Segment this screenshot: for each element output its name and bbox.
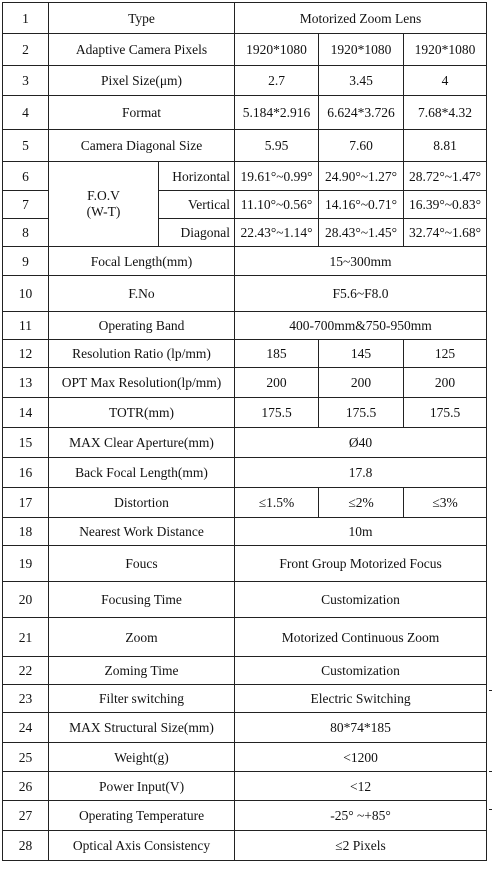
row-number-cell: 22 xyxy=(3,657,49,685)
row-number-cell: 27 xyxy=(3,801,49,831)
table-row xyxy=(3,130,487,162)
value-cell: Customization xyxy=(235,582,487,618)
row-number-cell: 25 xyxy=(3,743,49,772)
row-number-cell: 23 xyxy=(3,685,49,713)
value-cell: 175.5 xyxy=(319,398,404,428)
value-cell: 16.39°~0.83° xyxy=(404,191,487,219)
parameter-label-cell: Nearest Work Distance xyxy=(49,518,235,546)
value-cell: 32.74°~1.68° xyxy=(404,219,487,247)
fov-group-cell xyxy=(49,162,159,247)
table-row xyxy=(3,685,487,713)
parameter-label-cell: Focal Length(mm) xyxy=(49,247,235,276)
value-cell: 17.8 xyxy=(235,458,487,488)
row-number-cell: 15 xyxy=(3,428,49,458)
row-number-cell: 8 xyxy=(3,219,49,247)
value-cell: 6.624*3.726 xyxy=(319,96,404,130)
row-number-cell: 5 xyxy=(3,130,49,162)
value-cell: ≤3% xyxy=(404,488,487,518)
value-cell: 175.5 xyxy=(235,398,319,428)
parameter-label-cell: TOTR(mm) xyxy=(49,398,235,428)
value-cell: 7.60 xyxy=(319,130,404,162)
table-row xyxy=(3,96,487,130)
parameter-label-cell: Camera Diagonal Size xyxy=(49,130,235,162)
table-row xyxy=(3,743,487,772)
row-number-cell: 26 xyxy=(3,772,49,801)
row-number-cell: 13 xyxy=(3,368,49,398)
row-number-cell: 10 xyxy=(3,276,49,312)
row-number-cell: 18 xyxy=(3,518,49,546)
table-row xyxy=(3,312,487,340)
value-cell: 125 xyxy=(404,340,487,368)
table-row xyxy=(3,276,487,312)
row-number-cell: 24 xyxy=(3,713,49,743)
value-cell: 24.90°~1.27° xyxy=(319,162,404,191)
value-cell: 1920*1080 xyxy=(319,34,404,66)
parameter-label-cell: Type xyxy=(49,3,235,34)
parameter-label-cell: Zoom xyxy=(49,618,235,657)
table-row xyxy=(3,772,487,801)
table-row xyxy=(3,3,487,34)
table-row xyxy=(3,488,487,518)
value-cell: -25° ~+85° xyxy=(235,801,487,831)
spec-table-body xyxy=(3,3,487,861)
row-number-cell: 3 xyxy=(3,66,49,96)
fov-group-label: (W-T) xyxy=(86,204,121,219)
row-number-cell: 20 xyxy=(3,582,49,618)
value-cell: 185 xyxy=(235,340,319,368)
value-cell: 200 xyxy=(404,368,487,398)
row-number-cell: 28 xyxy=(3,831,49,861)
fov-subtype-cell: Horizontal xyxy=(159,162,235,191)
table-row xyxy=(3,618,487,657)
value-cell: 22.43°~1.14° xyxy=(235,219,319,247)
parameter-label-cell: OPT Max Resolution(lp/mm) xyxy=(49,368,235,398)
value-cell: 5.184*2.916 xyxy=(235,96,319,130)
parameter-label-cell: Power Input(V) xyxy=(49,772,235,801)
parameter-label-cell: Filter switching xyxy=(49,685,235,713)
parameter-label-cell: F.No xyxy=(49,276,235,312)
value-cell: 28.72°~1.47° xyxy=(404,162,487,191)
value-cell: Customization xyxy=(235,657,487,685)
row-number-cell: 9 xyxy=(3,247,49,276)
value-cell: 145 xyxy=(319,340,404,368)
value-cell: 7.68*4.32 xyxy=(404,96,487,130)
value-cell: Electric Switching xyxy=(235,685,487,713)
row-number-cell: 16 xyxy=(3,458,49,488)
table-row xyxy=(3,657,487,685)
parameter-label-cell: Operating Band xyxy=(49,312,235,340)
value-cell: F5.6~F8.0 xyxy=(235,276,487,312)
table-row xyxy=(3,66,487,96)
row-number-cell: 6 xyxy=(3,162,49,191)
value-cell: 400-700mm&750-950mm xyxy=(235,312,487,340)
value-cell: ≤1.5% xyxy=(235,488,319,518)
value-cell: <1200 xyxy=(235,743,487,772)
table-row xyxy=(3,247,487,276)
value-cell: <12 xyxy=(235,772,487,801)
row-number-cell: 19 xyxy=(3,546,49,582)
value-cell: 5.95 xyxy=(235,130,319,162)
row-number-cell: 12 xyxy=(3,340,49,368)
value-cell: Ø40 xyxy=(235,428,487,458)
row-number-cell: 11 xyxy=(3,312,49,340)
table-row xyxy=(3,340,487,368)
parameter-label-cell: Adaptive Camera Pixels xyxy=(49,34,235,66)
parameter-label-cell: Zoming Time xyxy=(49,657,235,685)
value-cell: 11.10°~0.56° xyxy=(235,191,319,219)
row-number-cell: 21 xyxy=(3,618,49,657)
value-cell: 1920*1080 xyxy=(404,34,487,66)
value-cell: 3.45 xyxy=(319,66,404,96)
value-cell: 175.5 xyxy=(404,398,487,428)
row-number-cell: 17 xyxy=(3,488,49,518)
parameter-label-cell: MAX Clear Aperture(mm) xyxy=(49,428,235,458)
value-cell: 14.16°~0.71° xyxy=(319,191,404,219)
table-row xyxy=(3,458,487,488)
parameter-label-cell: Weight(g) xyxy=(49,743,235,772)
parameter-label-cell: Operating Temperature xyxy=(49,801,235,831)
spec-table xyxy=(2,2,487,861)
table-row xyxy=(3,831,487,861)
value-cell: 200 xyxy=(235,368,319,398)
value-cell: Motorized Continuous Zoom xyxy=(235,618,487,657)
row-number-cell: 4 xyxy=(3,96,49,130)
row-number-cell: 1 xyxy=(3,3,49,34)
parameter-label-cell: MAX Structural Size(mm) xyxy=(49,713,235,743)
value-cell: Front Group Motorized Focus xyxy=(235,546,487,582)
value-cell: ≤2% xyxy=(319,488,404,518)
parameter-label-cell: Foucs xyxy=(49,546,235,582)
value-cell: ≤2 Pixels xyxy=(235,831,487,861)
table-row xyxy=(3,546,487,582)
table-row xyxy=(3,398,487,428)
table-row xyxy=(3,428,487,458)
value-cell: 10m xyxy=(235,518,487,546)
parameter-label-cell: Back Focal Length(mm) xyxy=(49,458,235,488)
fov-subtype-cell: Diagonal xyxy=(159,219,235,247)
parameter-label-cell: Optical Axis Consistency xyxy=(49,831,235,861)
table-row xyxy=(3,713,487,743)
table-row xyxy=(3,518,487,546)
row-number-cell: 7 xyxy=(3,191,49,219)
value-cell: 28.43°~1.45° xyxy=(319,219,404,247)
value-cell: 4 xyxy=(404,66,487,96)
table-row xyxy=(3,801,487,831)
parameter-label-cell: Format xyxy=(49,96,235,130)
table-row xyxy=(3,162,487,191)
row-number-cell: 2 xyxy=(3,34,49,66)
table-row xyxy=(3,582,487,618)
value-cell: 200 xyxy=(319,368,404,398)
value-cell: Motorized Zoom Lens xyxy=(235,3,487,34)
fov-group-label: F.O.V xyxy=(87,188,120,203)
parameter-label-cell: Distortion xyxy=(49,488,235,518)
value-cell: 8.81 xyxy=(404,130,487,162)
value-cell: 19.61°~0.99° xyxy=(235,162,319,191)
value-cell: 80*74*185 xyxy=(235,713,487,743)
value-cell: 1920*1080 xyxy=(235,34,319,66)
value-cell: 15~300mm xyxy=(235,247,487,276)
parameter-label-cell: Focusing Time xyxy=(49,582,235,618)
fov-subtype-cell: Vertical xyxy=(159,191,235,219)
parameter-label-cell: Pixel Size(μm) xyxy=(49,66,235,96)
table-row xyxy=(3,34,487,66)
table-row xyxy=(3,368,487,398)
row-number-cell: 14 xyxy=(3,398,49,428)
parameter-label-cell: Resolution Ratio (lp/mm) xyxy=(49,340,235,368)
value-cell: 2.7 xyxy=(235,66,319,96)
